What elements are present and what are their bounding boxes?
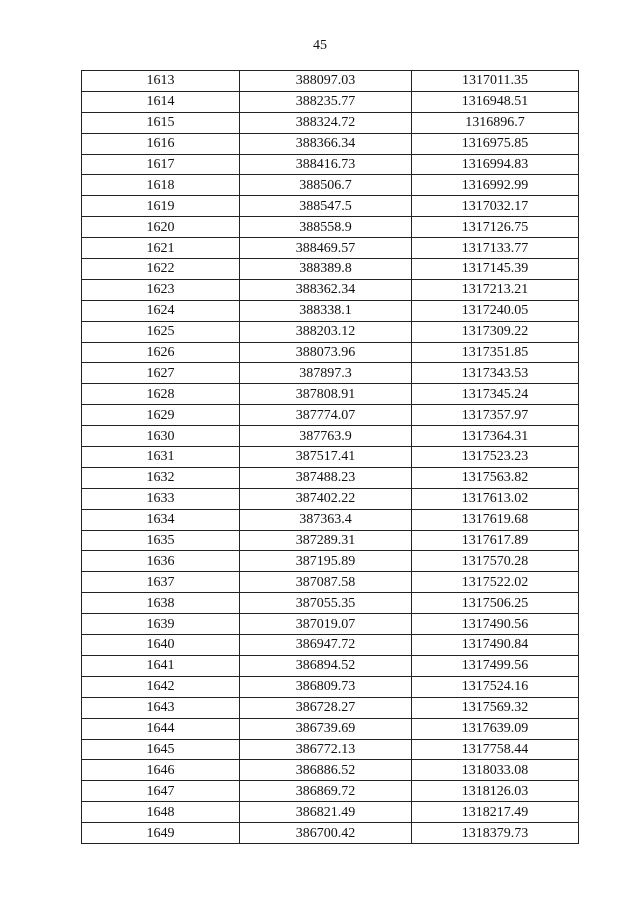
x-coordinate-cell: 387289.31 — [240, 530, 412, 551]
x-coordinate-cell: 388366.34 — [240, 133, 412, 154]
coordinates-table-body — [82, 71, 579, 844]
table-row — [82, 697, 579, 718]
table-row — [82, 259, 579, 280]
y-coordinate-cell: 1316992.99 — [412, 175, 579, 196]
table-row — [82, 279, 579, 300]
y-coordinate-cell: 1317569.32 — [412, 697, 579, 718]
x-coordinate-cell: 386947.72 — [240, 635, 412, 656]
y-coordinate-cell: 1317145.39 — [412, 259, 579, 280]
x-coordinate-cell: 388558.9 — [240, 217, 412, 238]
table-row — [82, 384, 579, 405]
y-coordinate-cell: 1316975.85 — [412, 133, 579, 154]
x-coordinate-cell: 388097.03 — [240, 71, 412, 92]
point-number-cell: 1620 — [82, 217, 240, 238]
point-number-cell: 1646 — [82, 760, 240, 781]
x-coordinate-cell: 388506.7 — [240, 175, 412, 196]
point-number-cell: 1641 — [82, 655, 240, 676]
x-coordinate-cell: 388362.34 — [240, 279, 412, 300]
table-row — [82, 342, 579, 363]
x-coordinate-cell: 388338.1 — [240, 300, 412, 321]
table-row — [82, 405, 579, 426]
table-row — [82, 238, 579, 259]
y-coordinate-cell: 1317617.89 — [412, 530, 579, 551]
point-number-cell: 1631 — [82, 447, 240, 468]
y-coordinate-cell: 1317240.05 — [412, 300, 579, 321]
y-coordinate-cell: 1317524.16 — [412, 676, 579, 697]
y-coordinate-cell: 1317758.44 — [412, 739, 579, 760]
y-coordinate-cell: 1318217.49 — [412, 802, 579, 823]
point-number-cell: 1622 — [82, 259, 240, 280]
x-coordinate-cell: 388389.8 — [240, 259, 412, 280]
x-coordinate-cell: 388469.57 — [240, 238, 412, 259]
table-row — [82, 614, 579, 635]
y-coordinate-cell: 1317364.31 — [412, 426, 579, 447]
point-number-cell: 1630 — [82, 426, 240, 447]
page-number: 45 — [313, 38, 327, 53]
table-row — [82, 593, 579, 614]
point-number-cell: 1614 — [82, 91, 240, 112]
point-number-cell: 1632 — [82, 467, 240, 488]
y-coordinate-cell: 1317011.35 — [412, 71, 579, 92]
y-coordinate-cell: 1317126.75 — [412, 217, 579, 238]
x-coordinate-cell: 387774.07 — [240, 405, 412, 426]
table-row — [82, 112, 579, 133]
point-number-cell: 1619 — [82, 196, 240, 217]
point-number-cell: 1628 — [82, 384, 240, 405]
point-number-cell: 1648 — [82, 802, 240, 823]
table-row — [82, 91, 579, 112]
point-number-cell: 1647 — [82, 781, 240, 802]
y-coordinate-cell: 1317133.77 — [412, 238, 579, 259]
y-coordinate-cell: 1318379.73 — [412, 823, 579, 844]
point-number-cell: 1626 — [82, 342, 240, 363]
table-row — [82, 635, 579, 656]
x-coordinate-cell: 387763.9 — [240, 426, 412, 447]
table-row — [82, 739, 579, 760]
x-coordinate-cell: 386739.69 — [240, 718, 412, 739]
x-coordinate-cell: 386728.27 — [240, 697, 412, 718]
x-coordinate-cell: 387087.58 — [240, 572, 412, 593]
x-coordinate-cell: 386886.52 — [240, 760, 412, 781]
x-coordinate-cell: 386772.13 — [240, 739, 412, 760]
y-coordinate-cell: 1317357.97 — [412, 405, 579, 426]
y-coordinate-cell: 1317613.02 — [412, 488, 579, 509]
y-coordinate-cell: 1317490.84 — [412, 635, 579, 656]
point-number-cell: 1636 — [82, 551, 240, 572]
table-row — [82, 175, 579, 196]
y-coordinate-cell: 1318126.03 — [412, 781, 579, 802]
y-coordinate-cell: 1316896.7 — [412, 112, 579, 133]
y-coordinate-cell: 1317499.56 — [412, 655, 579, 676]
y-coordinate-cell: 1317032.17 — [412, 196, 579, 217]
point-number-cell: 1639 — [82, 614, 240, 635]
x-coordinate-cell: 387363.4 — [240, 509, 412, 530]
y-coordinate-cell: 1317563.82 — [412, 467, 579, 488]
point-number-cell: 1625 — [82, 321, 240, 342]
table-row — [82, 718, 579, 739]
table-row — [82, 802, 579, 823]
table-row — [82, 676, 579, 697]
table-row — [82, 551, 579, 572]
point-number-cell: 1629 — [82, 405, 240, 426]
y-coordinate-cell: 1317309.22 — [412, 321, 579, 342]
point-number-cell: 1643 — [82, 697, 240, 718]
x-coordinate-cell: 386700.42 — [240, 823, 412, 844]
x-coordinate-cell: 386869.72 — [240, 781, 412, 802]
x-coordinate-cell: 386821.49 — [240, 802, 412, 823]
table-row — [82, 154, 579, 175]
point-number-cell: 1633 — [82, 488, 240, 509]
x-coordinate-cell: 387897.3 — [240, 363, 412, 384]
point-number-cell: 1644 — [82, 718, 240, 739]
table-row — [82, 530, 579, 551]
point-number-cell: 1616 — [82, 133, 240, 154]
y-coordinate-cell: 1317490.56 — [412, 614, 579, 635]
point-number-cell: 1617 — [82, 154, 240, 175]
x-coordinate-cell: 387195.89 — [240, 551, 412, 572]
point-number-cell: 1613 — [82, 71, 240, 92]
point-number-cell: 1627 — [82, 363, 240, 384]
x-coordinate-cell: 388203.12 — [240, 321, 412, 342]
table-row — [82, 509, 579, 530]
y-coordinate-cell: 1317506.25 — [412, 593, 579, 614]
table-row — [82, 133, 579, 154]
point-number-cell: 1635 — [82, 530, 240, 551]
point-number-cell: 1615 — [82, 112, 240, 133]
x-coordinate-cell: 388547.5 — [240, 196, 412, 217]
y-coordinate-cell: 1317213.21 — [412, 279, 579, 300]
x-coordinate-cell: 386894.52 — [240, 655, 412, 676]
point-number-cell: 1642 — [82, 676, 240, 697]
x-coordinate-cell: 387055.35 — [240, 593, 412, 614]
table-row — [82, 781, 579, 802]
y-coordinate-cell: 1317639.09 — [412, 718, 579, 739]
point-number-cell: 1649 — [82, 823, 240, 844]
point-number-cell: 1623 — [82, 279, 240, 300]
x-coordinate-cell: 387517.41 — [240, 447, 412, 468]
x-coordinate-cell: 387402.22 — [240, 488, 412, 509]
x-coordinate-cell: 386809.73 — [240, 676, 412, 697]
y-coordinate-cell: 1317523.23 — [412, 447, 579, 468]
x-coordinate-cell: 387019.07 — [240, 614, 412, 635]
table-row — [82, 760, 579, 781]
table-row — [82, 300, 579, 321]
x-coordinate-cell: 388073.96 — [240, 342, 412, 363]
coordinates-table — [81, 70, 579, 844]
point-number-cell: 1640 — [82, 635, 240, 656]
point-number-cell: 1634 — [82, 509, 240, 530]
table-row — [82, 467, 579, 488]
y-coordinate-cell: 1317343.53 — [412, 363, 579, 384]
point-number-cell: 1645 — [82, 739, 240, 760]
x-coordinate-cell: 387808.91 — [240, 384, 412, 405]
table-row — [82, 823, 579, 844]
table-row — [82, 572, 579, 593]
point-number-cell: 1621 — [82, 238, 240, 259]
table-row — [82, 426, 579, 447]
table-row — [82, 71, 579, 92]
x-coordinate-cell: 388324.72 — [240, 112, 412, 133]
point-number-cell: 1618 — [82, 175, 240, 196]
table-row — [82, 447, 579, 468]
y-coordinate-cell: 1317619.68 — [412, 509, 579, 530]
table-row — [82, 217, 579, 238]
y-coordinate-cell: 1316994.83 — [412, 154, 579, 175]
x-coordinate-cell: 388235.77 — [240, 91, 412, 112]
table-row — [82, 655, 579, 676]
point-number-cell: 1624 — [82, 300, 240, 321]
y-coordinate-cell: 1317522.02 — [412, 572, 579, 593]
point-number-cell: 1637 — [82, 572, 240, 593]
table-row — [82, 196, 579, 217]
x-coordinate-cell: 388416.73 — [240, 154, 412, 175]
y-coordinate-cell: 1316948.51 — [412, 91, 579, 112]
x-coordinate-cell: 387488.23 — [240, 467, 412, 488]
table-row — [82, 321, 579, 342]
y-coordinate-cell: 1317345.24 — [412, 384, 579, 405]
point-number-cell: 1638 — [82, 593, 240, 614]
y-coordinate-cell: 1318033.08 — [412, 760, 579, 781]
table-row — [82, 363, 579, 384]
y-coordinate-cell: 1317351.85 — [412, 342, 579, 363]
table-row — [82, 488, 579, 509]
y-coordinate-cell: 1317570.28 — [412, 551, 579, 572]
